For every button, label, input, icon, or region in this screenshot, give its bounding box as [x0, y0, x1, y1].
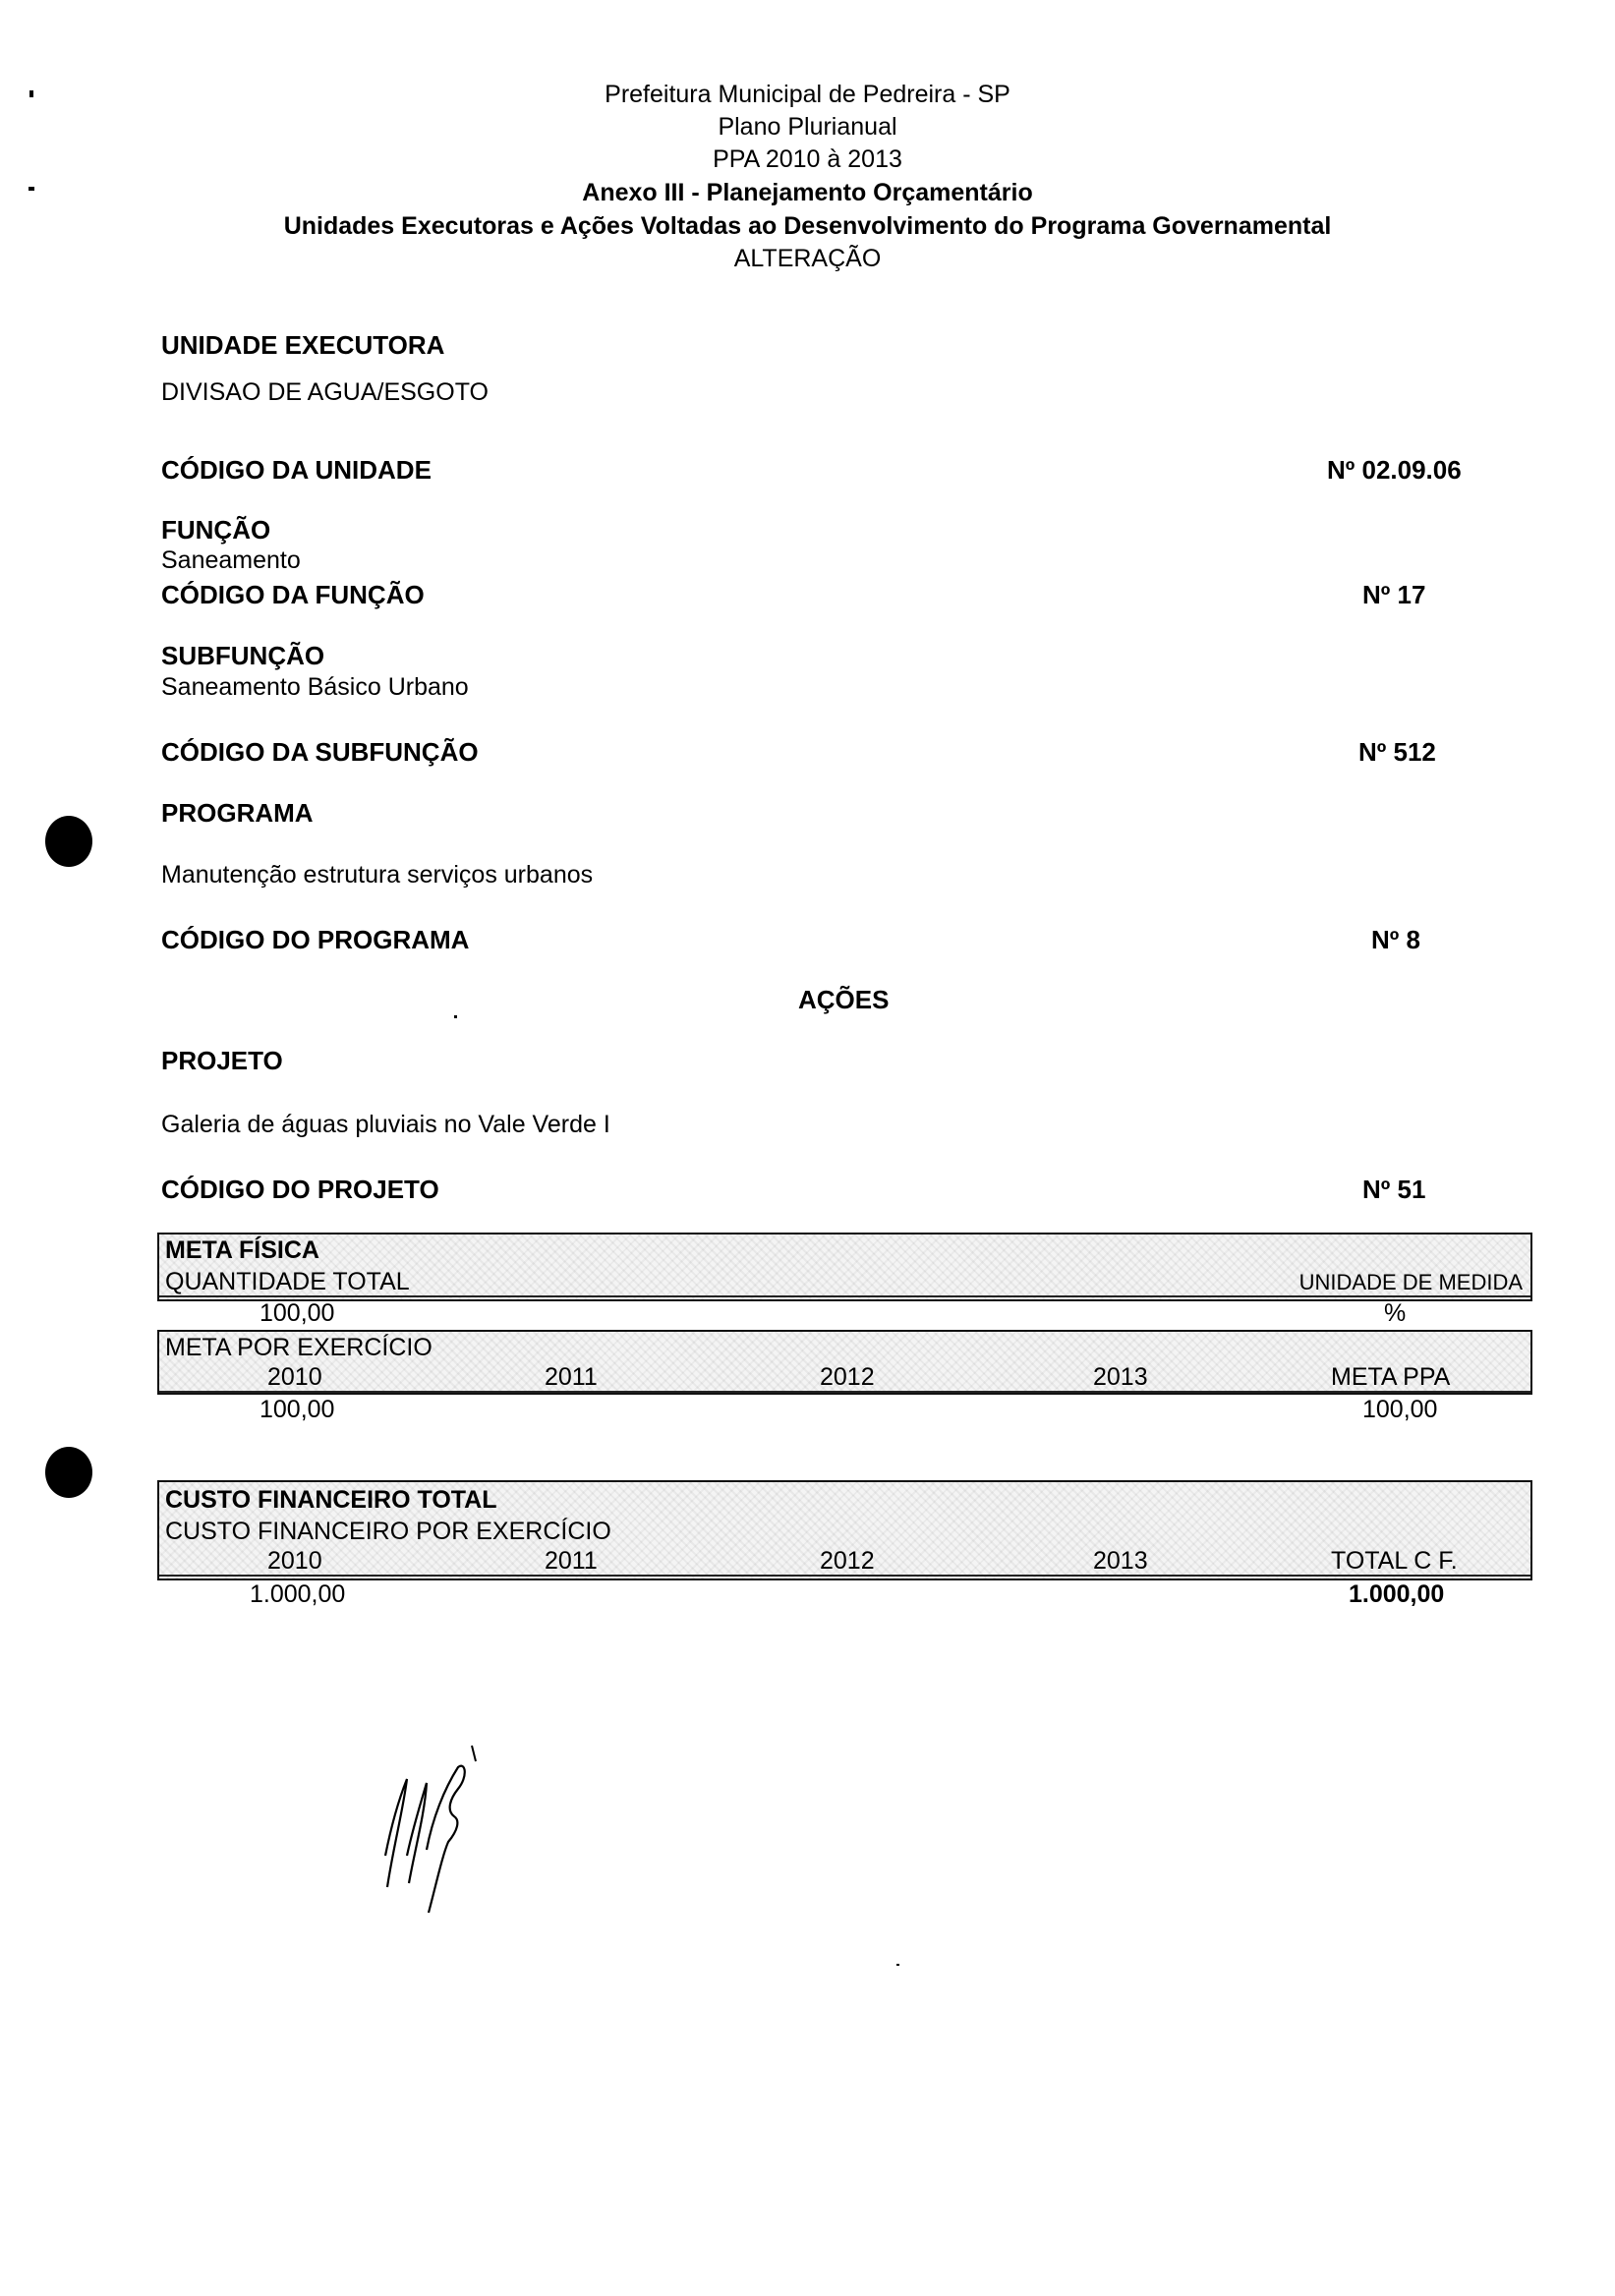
custo-year-2012: 2012 — [820, 1547, 875, 1575]
meta-year-2011: 2011 — [545, 1363, 598, 1391]
codigo-funcao-value: Nº 17 — [1362, 580, 1426, 609]
custo-year-2010: 2010 — [267, 1547, 322, 1575]
codigo-unidade-label: CÓDIGO DA UNIDADE — [161, 455, 432, 485]
custo-years-row — [159, 1545, 1530, 1577]
header-period: PPA 2010 à 2013 — [713, 145, 902, 173]
unidade-executora-value: DIVISAO DE AGUA/ESGOTO — [161, 378, 489, 406]
meta-exercicio-box — [157, 1330, 1532, 1395]
meta-year-2013: 2013 — [1093, 1363, 1148, 1391]
header-annex: Anexo III - Planejamento Orçamentário — [582, 179, 1033, 206]
header-plan: Plano Plurianual — [718, 113, 897, 141]
custo-total-value: 1.000,00 — [1349, 1580, 1445, 1608]
header-alteracao: ALTERAÇÃO — [733, 245, 882, 272]
meta-fisica-title: META FÍSICA — [165, 1236, 319, 1264]
custo-year-2013: 2013 — [1093, 1547, 1148, 1575]
custo-total-label: TOTAL C F. — [1331, 1547, 1458, 1575]
meta-ppa-label: META PPA — [1331, 1363, 1451, 1391]
subfuncao-label: SUBFUNÇÃO — [161, 641, 325, 670]
header-municipality: Prefeitura Municipal de Pedreira - SP — [605, 81, 1010, 108]
unidade-medida-value: % — [1384, 1299, 1407, 1327]
acoes-title: AÇÕES — [798, 985, 890, 1014]
custo-year-2011: 2011 — [545, 1547, 598, 1575]
codigo-subfuncao-label: CÓDIGO DA SUBFUNÇÃO — [161, 737, 479, 767]
binder-hole-bottom — [45, 1447, 92, 1498]
meta-year-2012: 2012 — [820, 1363, 875, 1391]
programa-label: PROGRAMA — [161, 798, 314, 828]
codigo-subfuncao-value: Nº 512 — [1358, 737, 1436, 767]
projeto-value: Galeria de águas pluviais no Vale Verde I — [161, 1111, 610, 1138]
stray-dot — [896, 1964, 899, 1966]
codigo-funcao-label: CÓDIGO DA FUNÇÃO — [161, 580, 425, 609]
meta-fisica-box — [157, 1233, 1532, 1301]
codigo-programa-label: CÓDIGO DO PROGRAMA — [161, 925, 470, 954]
meta-year-2010: 2010 — [267, 1363, 322, 1391]
meta-ppa-value: 100,00 — [1362, 1396, 1438, 1423]
header-subtitle: Unidades Executoras e Ações Voltadas ao Desenvolvimento do Programa Governamental — [283, 212, 1332, 240]
codigo-unidade-value: Nº 02.09.06 — [1327, 455, 1462, 485]
stray-dot — [454, 1015, 457, 1018]
subfuncao-value: Saneamento Básico Urbano — [161, 673, 469, 701]
custo-2010-value: 1.000,00 — [250, 1580, 346, 1608]
meta-exercicio-title: META POR EXERCÍCIO — [165, 1334, 433, 1361]
quantidade-total-label: QUANTIDADE TOTAL — [165, 1268, 410, 1295]
codigo-projeto-value: Nº 51 — [1362, 1175, 1426, 1204]
codigo-projeto-label: CÓDIGO DO PROJETO — [161, 1175, 439, 1204]
codigo-programa-value: Nº 8 — [1371, 925, 1420, 954]
projeto-label: PROJETO — [161, 1046, 283, 1075]
programa-value: Manutenção estrutura serviços urbanos — [161, 861, 594, 889]
custo-financeiro-box — [157, 1480, 1532, 1580]
unidade-medida-label: UNIDADE DE MEDIDA — [1298, 1270, 1523, 1294]
meta-2010-value: 100,00 — [260, 1396, 335, 1423]
signature — [364, 1740, 501, 1917]
meta-fisica-header-row — [159, 1264, 1530, 1297]
custo-por-exercicio-label: CUSTO FINANCEIRO POR EXERCÍCIO — [165, 1518, 611, 1545]
binder-hole-top — [45, 816, 92, 867]
funcao-label: FUNÇÃO — [161, 515, 271, 545]
unidade-executora-label: UNIDADE EXECUTORA — [161, 330, 445, 360]
quantidade-total-value: 100,00 — [260, 1299, 335, 1327]
funcao-value: Saneamento — [161, 546, 301, 574]
meta-exercicio-years-row — [159, 1361, 1530, 1393]
custo-total-title: CUSTO FINANCEIRO TOTAL — [165, 1486, 497, 1514]
